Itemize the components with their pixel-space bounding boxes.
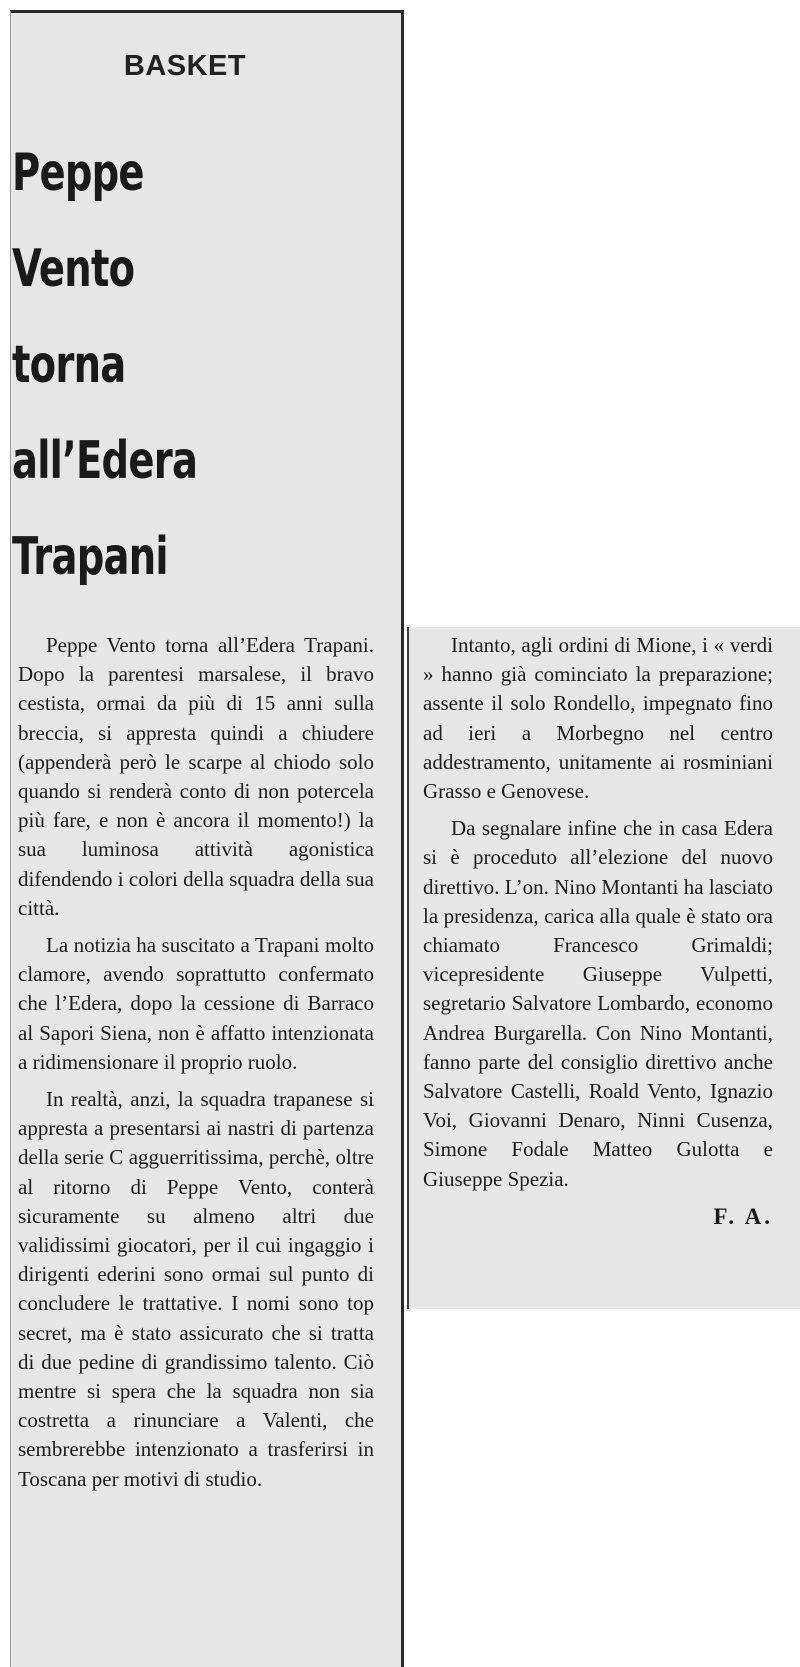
headline-line: all’Edera: [12, 431, 198, 491]
headline-line: torna: [12, 335, 126, 395]
headline: [12, 125, 372, 605]
section-kicker: BASKET: [123, 50, 247, 82]
author-signature: F. A.: [713, 1203, 773, 1229]
body-paragraph: La notizia ha suscitato a Trapani molto clamore, avendo soprattutto confermato che l’Edera, dopo la cessione di Barraco al Sapori Siena, non è affatto intenzionata a ridimensionare il proprio ruolo.: [18, 933, 374, 1074]
headline-line: Trapani: [12, 527, 168, 587]
body-paragraph: Peppe Vento torna all’Edera Trapani. Dopo la parentesi marsalese, il bravo cestista, ormai da più di 15 anni sulla breccia, si appresta quindi a chiudere (appenderà però le scarpe al chiodo solo quando si renderà conto di non potercela più fare, e non è ancora il momento!) la sua luminosa attività agonistica difendendo i colori della squadra della sua città.: [18, 633, 374, 920]
headline-line: Peppe: [12, 143, 144, 203]
body-paragraph: In realtà, anzi, la squadra trapanese si appresta a presentarsi ai nastri di partenza della serie C agguerritissima, perchè, oltre al ritorno di Peppe Vento, conterà sicuramente su almeno altri due validissimi giocatori, per il cui ingaggio i dirigenti ederini sono ormai sul punto di concludere le trattative. I nomi sono top secret, ma è stato assicurato che si tratta di due pedine di grandissimo talento. Ciò mentre si spera che la squadra non sia costretta a rinunciare a Valenti, che sembrerebbe intenzionato a trasferirsi in Toscana per motivi di studio.: [18, 1087, 374, 1491]
article-body-right: [423, 631, 773, 1231]
body-paragraph: Intanto, agli ordini di Mione, i « verdi » hanno già cominciato la preparazione; assente il solo Rondello, impegnato fino ad ieri a Morbegno nel centro addestramento, unitamente ai rosminiani Grasso e Genovese.: [423, 633, 773, 804]
body-paragraph: Da segnalare infine che in casa Edera si è proceduto all’elezione del nuovo direttivo. L’on. Nino Montanti ha lasciato la presidenza, carica alla quale è stato ora chiamato Francesco Grimaldi; vicepresidente Giuseppe Vulpetti, segretario Salvatore Lombardo, economo Andrea Burgarella. Con Nino Montanti, fanno parte del consiglio direttivo anche Salvatore Castelli, Roald Vento, Ignazio Voi, Giovanni Denaro, Ninni Cusenza, Simone Fodale Matteo Gulotta e Giuseppe Spezia.: [423, 816, 773, 1191]
headline-line: Vento: [12, 239, 135, 299]
article-body-left: [18, 631, 374, 1502]
